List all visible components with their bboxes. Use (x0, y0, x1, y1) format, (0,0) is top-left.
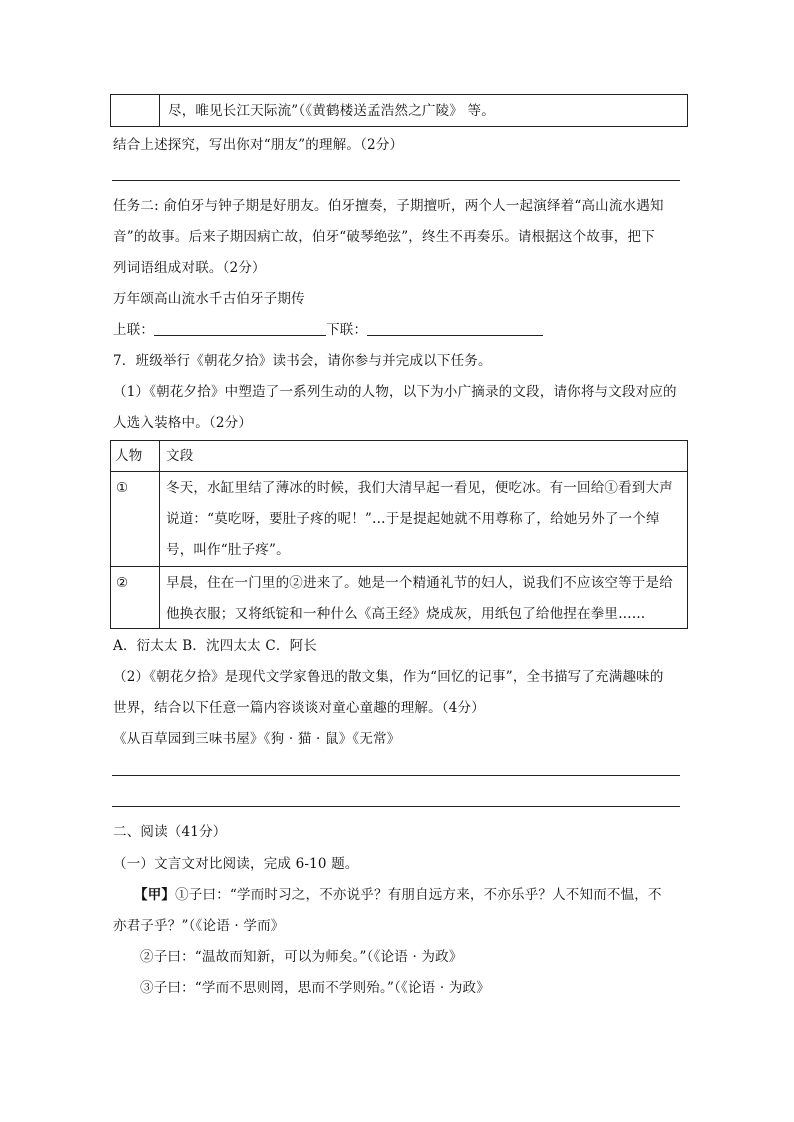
q7-part1-line1: （1）《朝花夕拾》中塑造了一系列生动的人物，以下为小广摘录的文段，请你将与文段对应的 (113, 384, 677, 400)
friend-understanding-prompt: 结合上述探究，写出你对“朋友”的理解。（2分） (113, 137, 404, 153)
lower-couplet-label: 下联： (326, 322, 368, 338)
task2-line2: 音”的故事。后来子期因病亡故，伯牙“破琴绝弦”，终生不再奏乐。请根据这个故事，把下 (113, 229, 655, 245)
answer-line[interactable] (112, 180, 680, 181)
analects-item2: ②子曰：“温故而知新，可以为师矣。”（《论语 · 为政》 (140, 949, 463, 965)
table-header-person: 人物 (115, 448, 143, 464)
essay-answer-line-1[interactable] (112, 775, 680, 776)
q7-part2-line2: 世界，结合以下任意一篇内容谈谈对童心童趣的理解。（4分） (113, 700, 485, 716)
q7-part2-titles: 《从百草园到三味书屋》《狗 · 猫 · 鼠》《无常》 (113, 731, 401, 747)
row1-line3: 号，叫作“肚子疼”。 (166, 542, 290, 558)
top-table-divider (159, 94, 160, 127)
top-table-cell-text: 尽，唯见长江天际流”（《黄鹤楼送孟浩然之广陵》 等。 (168, 103, 495, 119)
row1-line2: 说道：“莫吃呀，要肚子疼的呢！”…于是提起她就不用尊称了，给她另外了一个绰 (166, 511, 660, 527)
row2-line1: 早晨，住在一门里的②进来了。她是一个精通礼节的妇人，说我们不应该空等于是给 (166, 575, 673, 591)
jia-line2: 亦君子乎？”（《论语 · 学而》 (113, 918, 285, 934)
upper-couplet-blank[interactable] (154, 321, 326, 336)
jia-line1 (134, 886, 662, 904)
row1-marker: ① (116, 480, 129, 496)
section2-sub1: （一）文言文对比阅读，完成 6-10 题。 (113, 856, 359, 872)
character-table-row-divider (110, 566, 688, 567)
row2-line2: 他换衣服；又将纸锭和一种什么《高王经》烧成灰，用纸包了给他捏在拳里…… (166, 606, 646, 622)
analects-item3: ③子曰：“学而不思则罔，思而不学则殆。”（《论语 · 为政》 (140, 980, 490, 996)
q7-part1-line2: 人选入装格中。（2分） (113, 415, 253, 431)
section2-title: 二、阅读（41分） (113, 824, 227, 840)
lower-couplet-blank[interactable] (367, 321, 543, 336)
upper-couplet-label: 上联： (113, 322, 155, 338)
character-table-header-divider (110, 471, 688, 472)
essay-answer-line-2[interactable] (112, 806, 680, 807)
row2-marker: ② (116, 575, 129, 591)
task2-line1: 任务二: 俞伯牙与钟子期是好朋友。伯牙擅奏，子期擅听，两个人一起演绎着“高山流水遇知 (113, 198, 664, 214)
task2-line3: 列词语组成对联。（2分） (113, 260, 266, 276)
q7-part2-line1: （2）《朝花夕拾》是现代文学家鲁迅的散文集，作为“回忆的记事”，全书描写了充满趣味的 (113, 669, 664, 685)
jia-line1-text: ①子曰：“学而时习之，不亦说乎？有朋自远方来，不亦乐乎？人不知而不愠，不 (175, 887, 662, 903)
couplet-words: 万年颂高山流水千古伯牙子期传 (113, 291, 305, 307)
character-table (110, 440, 688, 629)
row1-line1: 冬天，水缸里结了薄冰的时候，我们大清早起一看见，便吃冰。有一回给①看到大声 (166, 480, 673, 496)
answer-options: A．衍太太 B．沈四太太 C．阿长 (113, 638, 317, 654)
couplet-answer-row (113, 321, 543, 339)
table-header-passage: 文段 (166, 448, 194, 464)
character-table-col-divider (159, 440, 160, 629)
jia-tag: 【甲】 (134, 887, 176, 903)
q7-intro: 7．班级举行《朝花夕拾》读书会，请你参与并完成以下任务。 (113, 353, 492, 369)
